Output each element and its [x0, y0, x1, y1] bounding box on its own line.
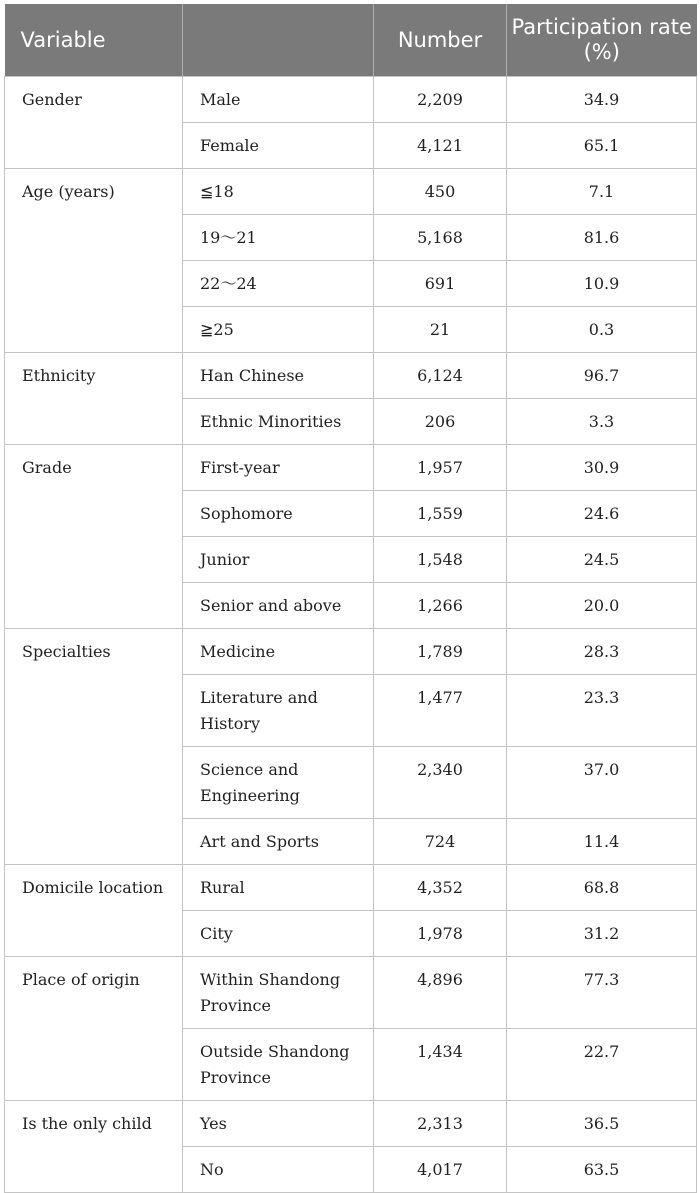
- category-cell: ≦18: [183, 169, 374, 215]
- number-cell: 1,957: [374, 445, 507, 491]
- number-cell: 1,548: [374, 537, 507, 583]
- table-row: [5, 629, 697, 675]
- variable-cell: Specialties: [5, 629, 183, 865]
- table-row: [5, 1101, 697, 1147]
- rate-cell: 81.6: [507, 215, 697, 261]
- variable-cell: Place of origin: [5, 957, 183, 1101]
- category-cell: Outside Shandong Province: [183, 1029, 374, 1101]
- header-row: [5, 4, 697, 77]
- rate-cell: 96.7: [507, 353, 697, 399]
- rate-cell: 20.0: [507, 583, 697, 629]
- number-cell: 1,477: [374, 675, 507, 747]
- table-body: [5, 77, 697, 1193]
- table-header: [5, 4, 697, 77]
- category-cell: Yes: [183, 1101, 374, 1147]
- header-rate: Participation rate (%): [507, 4, 697, 77]
- table-row: [5, 445, 697, 491]
- rate-cell: 68.8: [507, 865, 697, 911]
- header-number: Number: [374, 4, 507, 77]
- category-cell: Sophomore: [183, 491, 374, 537]
- rate-cell: 34.9: [507, 77, 697, 123]
- number-cell: 2,340: [374, 747, 507, 819]
- rate-cell: 22.7: [507, 1029, 697, 1101]
- number-cell: 4,352: [374, 865, 507, 911]
- category-cell: Senior and above: [183, 583, 374, 629]
- header-variable: Variable: [5, 4, 183, 77]
- number-cell: 724: [374, 819, 507, 865]
- category-cell: First-year: [183, 445, 374, 491]
- rate-cell: 3.3: [507, 399, 697, 445]
- category-cell: No: [183, 1147, 374, 1193]
- variable-cell: Gender: [5, 77, 183, 169]
- category-cell: 22～24: [183, 261, 374, 307]
- category-cell: Ethnic Minorities: [183, 399, 374, 445]
- rate-cell: 10.9: [507, 261, 697, 307]
- number-cell: 1,434: [374, 1029, 507, 1101]
- table-row: [5, 353, 697, 399]
- rate-cell: 28.3: [507, 629, 697, 675]
- rate-cell: 0.3: [507, 307, 697, 353]
- number-cell: 1,789: [374, 629, 507, 675]
- number-cell: 4,896: [374, 957, 507, 1029]
- variable-cell: Is the only child: [5, 1101, 183, 1193]
- category-cell: Within Shandong Province: [183, 957, 374, 1029]
- rate-cell: 11.4: [507, 819, 697, 865]
- table-row: [5, 865, 697, 911]
- category-cell: Junior: [183, 537, 374, 583]
- number-cell: 4,121: [374, 123, 507, 169]
- rate-cell: 65.1: [507, 123, 697, 169]
- rate-cell: 36.5: [507, 1101, 697, 1147]
- category-cell: ≧25: [183, 307, 374, 353]
- variable-cell: Grade: [5, 445, 183, 629]
- category-cell: Rural: [183, 865, 374, 911]
- number-cell: 6,124: [374, 353, 507, 399]
- number-cell: 2,313: [374, 1101, 507, 1147]
- number-cell: 5,168: [374, 215, 507, 261]
- rate-cell: 31.2: [507, 911, 697, 957]
- rate-cell: 30.9: [507, 445, 697, 491]
- number-cell: 1,978: [374, 911, 507, 957]
- variable-cell: Domicile location: [5, 865, 183, 957]
- participants-table: [4, 4, 697, 1193]
- table-row: [5, 169, 697, 215]
- category-cell: Literature and History: [183, 675, 374, 747]
- number-cell: 1,266: [374, 583, 507, 629]
- rate-cell: 24.6: [507, 491, 697, 537]
- table-row: [5, 77, 697, 123]
- category-cell: Han Chinese: [183, 353, 374, 399]
- number-cell: 21: [374, 307, 507, 353]
- rate-cell: 7.1: [507, 169, 697, 215]
- number-cell: 206: [374, 399, 507, 445]
- rate-cell: 24.5: [507, 537, 697, 583]
- rate-cell: 23.3: [507, 675, 697, 747]
- category-cell: Medicine: [183, 629, 374, 675]
- header-category: [183, 4, 374, 77]
- rate-cell: 77.3: [507, 957, 697, 1029]
- number-cell: 691: [374, 261, 507, 307]
- number-cell: 2,209: [374, 77, 507, 123]
- table-row: [5, 957, 697, 1029]
- category-cell: 19～21: [183, 215, 374, 261]
- category-cell: Science and Engineering: [183, 747, 374, 819]
- variable-cell: Age (years): [5, 169, 183, 353]
- rate-cell: 37.0: [507, 747, 697, 819]
- category-cell: Male: [183, 77, 374, 123]
- variable-cell: Ethnicity: [5, 353, 183, 445]
- number-cell: 450: [374, 169, 507, 215]
- category-cell: City: [183, 911, 374, 957]
- number-cell: 1,559: [374, 491, 507, 537]
- category-cell: Female: [183, 123, 374, 169]
- rate-cell: 63.5: [507, 1147, 697, 1193]
- number-cell: 4,017: [374, 1147, 507, 1193]
- category-cell: Art and Sports: [183, 819, 374, 865]
